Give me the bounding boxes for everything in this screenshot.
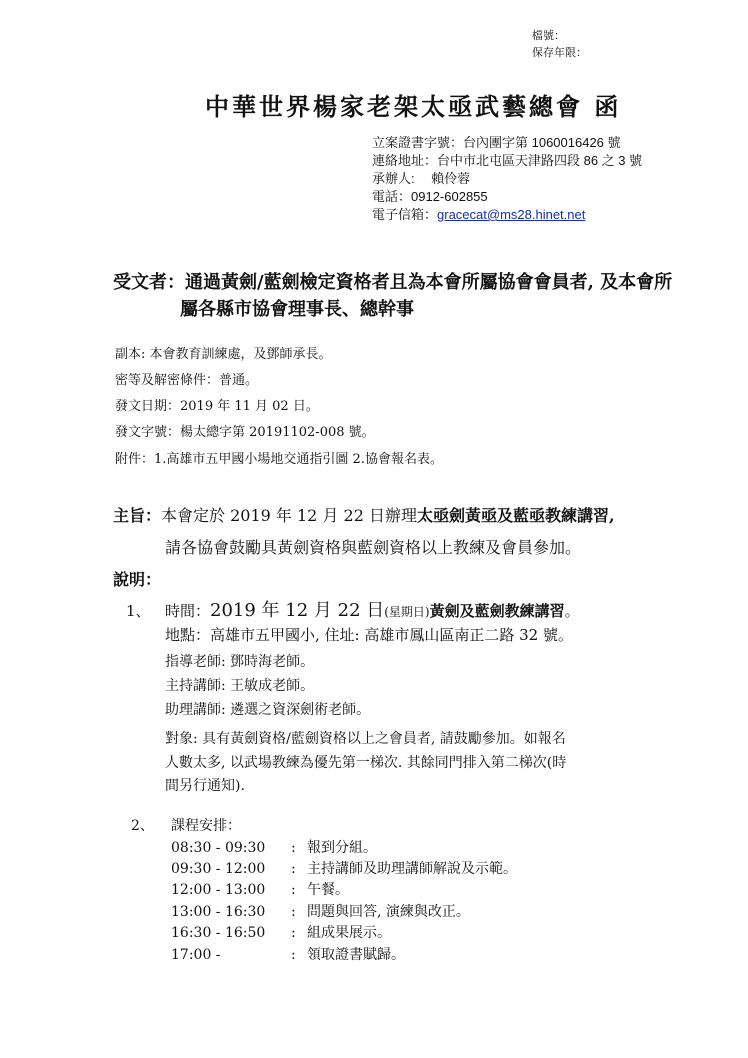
document-number: 發文字號：楊太總字第 20191102-008 號。 — [115, 425, 375, 440]
schedule-row: 08:30 - 09:30 : 報到分組。 — [171, 840, 377, 856]
issue-date: 發文日期：2019 年 11 月 02 日。 — [115, 399, 319, 414]
explanation-label: 說明： — [113, 570, 162, 589]
schedule-time: 12:00 - 13:00 — [171, 882, 266, 898]
time-day: (星期日) — [384, 605, 430, 619]
subject-event: 太亟劍黃亟及藍亟教練講習, — [416, 506, 615, 525]
copy-to: 副本: 本會教育訓練處，及鄧師承長。 — [115, 347, 332, 362]
schedule-row: 13:00 - 16:30 : 問題與回答, 演練與改正。 — [171, 904, 470, 920]
instructor: 指導老師: 鄧時海老師。 — [165, 654, 315, 670]
schedule-activity: 問題與回答, 演練與改正。 — [307, 904, 470, 920]
schedule-label: 課程安排： — [171, 818, 241, 834]
schedule-time: 13:00 - 16:30 — [171, 904, 266, 920]
subject-line-1 — [113, 508, 615, 524]
time-line — [165, 602, 580, 620]
classification: 密等及解密條件：普通。 — [115, 373, 259, 388]
target-line-3: 間另行通知). — [165, 778, 245, 794]
subject-label: 主旨： — [113, 506, 162, 525]
schedule-activity: 領取證書賦歸。 — [307, 947, 405, 963]
recipient-line-2: 屬各縣市協會理事長、總幹事 — [180, 299, 414, 320]
assistant-lecturer: 助理講師: 遴選之資深劍術老師。 — [165, 702, 371, 718]
schedule-time: 08:30 - 09:30 — [171, 840, 266, 856]
host-lecturer: 主持講師: 王敏成老師。 — [165, 678, 315, 694]
schedule-row: 16:30 - 16:50 : 組成果展示。 — [171, 925, 391, 941]
time-event: 黃劍及藍劍教練講習 — [429, 602, 565, 620]
item-1-number: 1、 — [126, 602, 151, 620]
schedule-row: 17:00 - : 領取證書賦歸。 — [171, 947, 405, 963]
retention-period-label: 保存年限： — [532, 46, 587, 59]
item-2-number: 2、 — [131, 818, 154, 834]
email-link[interactable]: gracecat@ms28.hinet.net — [437, 207, 586, 222]
subject-text: 本會定於 2019 年 12 月 22 日辦理 — [161, 506, 417, 525]
target-line-1: 對象: 具有黃劍資格/藍劍資格以上之會員者, 請鼓勵參加。如報名 — [165, 731, 566, 747]
registration-number: 立案證書字號：台內團字第 1060016426 號 — [372, 135, 621, 150]
location: 地點：高雄市五甲國小, 住址: 高雄市鳳山區南正二路 32 號。 — [165, 626, 573, 644]
schedule-activity: 午餐。 — [307, 882, 349, 898]
phone: 電話：0912-602855 — [372, 189, 488, 204]
recipient-text: 通過黃劍/藍劍檢定資格者且為本會所屬協會會員者, 及本會所 — [185, 272, 673, 293]
schedule-activity: 組成果展示。 — [307, 925, 391, 941]
contact-address: 連絡地址：台中市北屯區天津路四段 86 之 3 號 — [372, 153, 643, 168]
schedule-time: 17:00 - — [171, 947, 221, 963]
time-end: 。 — [564, 602, 580, 620]
schedule-time: 09:30 - 12:00 — [171, 861, 266, 877]
email-line — [372, 208, 585, 221]
time-value: 2019 年 12 月 22 日 — [210, 600, 385, 621]
attachments: 附件：1.高雄市五甲國小場地交通指引圖 2.協會報名表。 — [115, 452, 443, 467]
file-number-label: 檔號： — [532, 29, 565, 42]
handler: 承辦人: 賴伶蓉 — [372, 171, 471, 186]
email-label: 電子信箱： — [372, 207, 438, 222]
time-label: 時間： — [165, 602, 211, 620]
recipient-line-1 — [113, 274, 672, 292]
schedule-time: 16:30 - 16:50 — [171, 925, 266, 941]
schedule-activity: 主持講師及助理講師解說及示範。 — [307, 861, 517, 877]
recipient-label: 受文者： — [113, 272, 185, 293]
target-line-2: 人數太多, 以武場教練為優先第一梯次. 其餘同門排入第二梯次(時 — [165, 755, 567, 771]
schedule-row: 09:30 - 12:00 : 主持講師及助理講師解說及示範。 — [171, 861, 517, 877]
schedule-row: 12:00 - 13:00 : 午餐。 — [171, 882, 349, 898]
document-title: 中華世界楊家老架太亟武藝總會 函 — [205, 92, 622, 121]
schedule-activity: 報到分組。 — [307, 840, 377, 856]
subject-line-2: 請各協會鼓勵具黃劍資格與藍劍資格以上教練及會員參加。 — [165, 538, 582, 557]
